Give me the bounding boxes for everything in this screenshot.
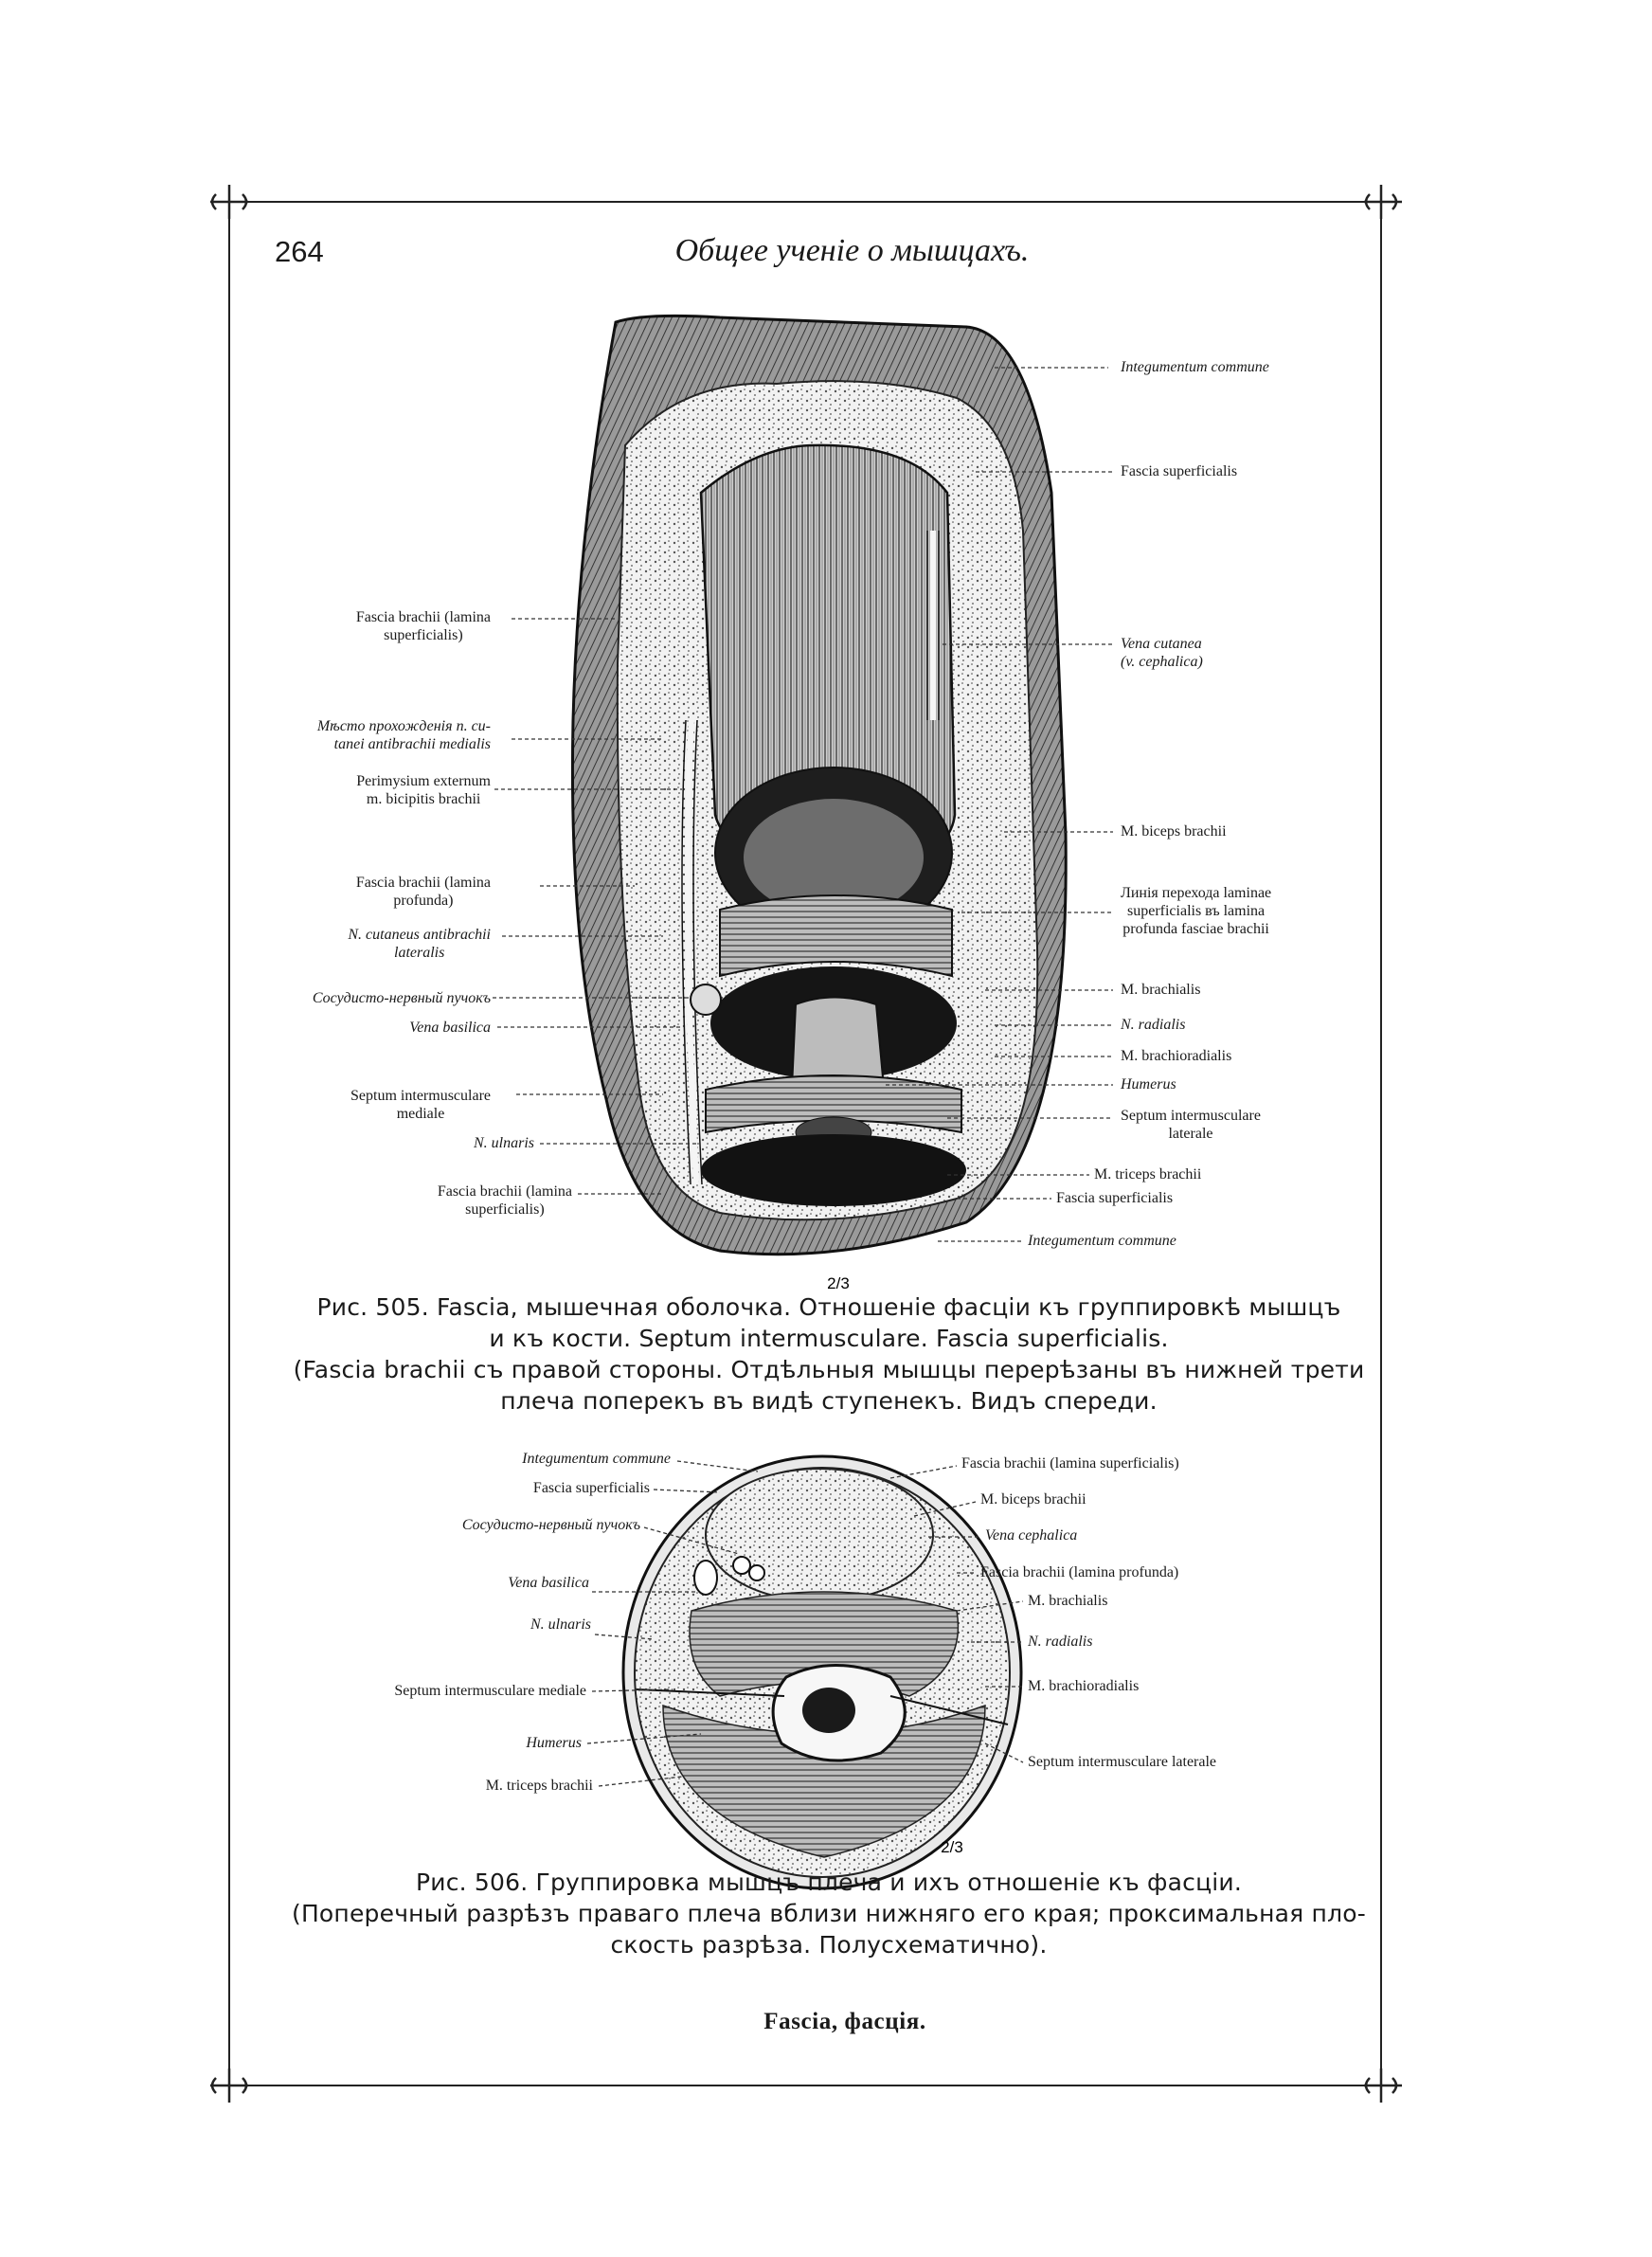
fig506-label-integumentum: Integumentum commune bbox=[522, 1451, 671, 1467]
fig505-label-neurovascular-bundle: Сосудисто-нервный пучокъ bbox=[312, 990, 491, 1006]
fig506-label-brachialis: M. brachialis bbox=[1028, 1593, 1108, 1609]
fig506-label-fascia-superficialis: Fascia superficialis bbox=[532, 1480, 650, 1496]
fig505-label-vena-cutanea: Vena cutanea (v. cephalica) bbox=[1121, 636, 1203, 670]
fig505-label-brachialis: M. brachialis bbox=[1121, 982, 1201, 998]
fig506-caption-line: (Поперечный разрѣзъ праваго плеча вблизи нижняго его края; проксимальная пло- bbox=[291, 1900, 1366, 1927]
fig506-label-fascia-brachii-profunda: Fascia brachii (lamina profunda) bbox=[980, 1564, 1179, 1580]
fig505-label-n-radialis: N. radialis bbox=[1121, 1017, 1186, 1033]
fig506-label-biceps: M. biceps brachii bbox=[980, 1491, 1086, 1508]
fig505-label-integumentum-lower: Integumentum commune bbox=[1028, 1233, 1176, 1249]
fig506-label-n-radialis: N. radialis bbox=[1028, 1634, 1093, 1650]
fig506-label-n-ulnaris: N. ulnaris bbox=[530, 1616, 591, 1633]
fig506-caption-line: Рис. 506. Группировка мышцъ плеча и ихъ отношеніе къ фасціи. bbox=[415, 1869, 1243, 1896]
fig505-label-place-passage: Мѣсто прохожденія n. cu- tanei antibrachii medialis bbox=[316, 718, 491, 752]
vena-basilica-section bbox=[694, 1561, 717, 1595]
fig505-label-brachioradialis: M. brachioradialis bbox=[1121, 1048, 1232, 1064]
fig506-label-septum-mediale: Septum intermusculare mediale bbox=[394, 1683, 586, 1699]
fig505-label-n-cutaneus-lateralis: N. cutaneus antibrachii lateralis bbox=[348, 927, 491, 961]
fig505-label-biceps: M. biceps brachii bbox=[1121, 823, 1227, 840]
fig505-label-integumentum-upper: Integumentum commune bbox=[1121, 359, 1269, 375]
neurovascular-bundle-section bbox=[733, 1557, 750, 1574]
fig506-scale: 2/3 bbox=[941, 1838, 963, 1856]
fig505-label-humerus: Humerus bbox=[1121, 1076, 1176, 1092]
fig505-label-fascia-brachii-superficialis-lower: Fascia brachii (lamina superficialis) bbox=[437, 1183, 572, 1218]
fig506-label-vena-cephalica: Vena cephalica bbox=[985, 1527, 1078, 1544]
fig505-label-fascia-brachii-profunda: Fascia brachii (lamina profunda) bbox=[355, 875, 491, 909]
fig506-label-humerus: Humerus bbox=[526, 1735, 582, 1751]
fig506-label-vena-basilica: Vena basilica bbox=[508, 1575, 589, 1591]
fig506-label-septum-laterale: Septum intermusculare laterale bbox=[1028, 1754, 1217, 1770]
fig506-label-fascia-brachii-superficialis: Fascia brachii (lamina superficialis) bbox=[961, 1455, 1179, 1472]
fig505-label-fascia-brachii-superficialis-upper: Fascia brachii (lamina superficialis) bbox=[355, 609, 491, 643]
fig506-label-triceps: M. triceps brachii bbox=[485, 1778, 593, 1794]
fig505-caption-line: плеча поперекъ въ видѣ ступенекъ. Видъ спереди. bbox=[500, 1387, 1158, 1415]
fig505-label-vena-basilica: Vena basilica bbox=[409, 1020, 491, 1036]
fig505-scale: 2/3 bbox=[827, 1274, 850, 1292]
fig505-label-linia-perehoda: Линія перехода laminae superficialis въ lamina profunda fasciae brachii bbox=[1121, 885, 1272, 937]
humerus-marrow bbox=[802, 1688, 855, 1733]
fig505-label-septum-mediale: Septum intermusculare mediale bbox=[350, 1088, 491, 1122]
fig505-caption-line: и къ кости. Septum intermusculare. Fascia superficialis. bbox=[489, 1325, 1169, 1352]
fig506-label-brachioradialis: M. brachioradialis bbox=[1028, 1678, 1140, 1694]
fig505-caption-line: (Fascia brachii съ правой стороны. Отдѣльныя мышцы перерѣзаны въ нижней трети bbox=[293, 1356, 1365, 1383]
neurovascular-bundle-section bbox=[749, 1565, 764, 1580]
fig505-caption-line: Рис. 505. Fascia, мышечная оболочка. Отношеніе фасціи къ группировкѣ мышцъ bbox=[316, 1293, 1341, 1321]
fig505-label-perimysium: Perimysium externum m. bicipitis brachii bbox=[356, 773, 491, 807]
footer-section-title: Fascia, фасція. bbox=[763, 2009, 926, 2034]
running-head: Общее ученіе о мышцахъ. bbox=[674, 233, 1030, 268]
biceps-section bbox=[706, 1469, 933, 1601]
fig505-label-fascia-superficialis-upper: Fascia superficialis bbox=[1121, 463, 1238, 479]
fig505-label-n-ulnaris: N. ulnaris bbox=[473, 1135, 534, 1151]
fig506-caption-line: скость разрѣза. Полусхематично). bbox=[610, 1931, 1048, 1959]
fig505-label-septum-laterale: Septum intermusculare laterale bbox=[1121, 1108, 1261, 1142]
fig505-label-triceps: M. triceps brachii bbox=[1094, 1166, 1202, 1183]
fig506-caption bbox=[227, 1867, 1430, 1960]
page-number: 264 bbox=[275, 235, 324, 268]
fig505-label-fascia-superficialis-lower: Fascia superficialis bbox=[1056, 1190, 1174, 1206]
fig506-label-neurovascular-bundle: Сосудисто-нервный пучокъ bbox=[461, 1517, 640, 1533]
